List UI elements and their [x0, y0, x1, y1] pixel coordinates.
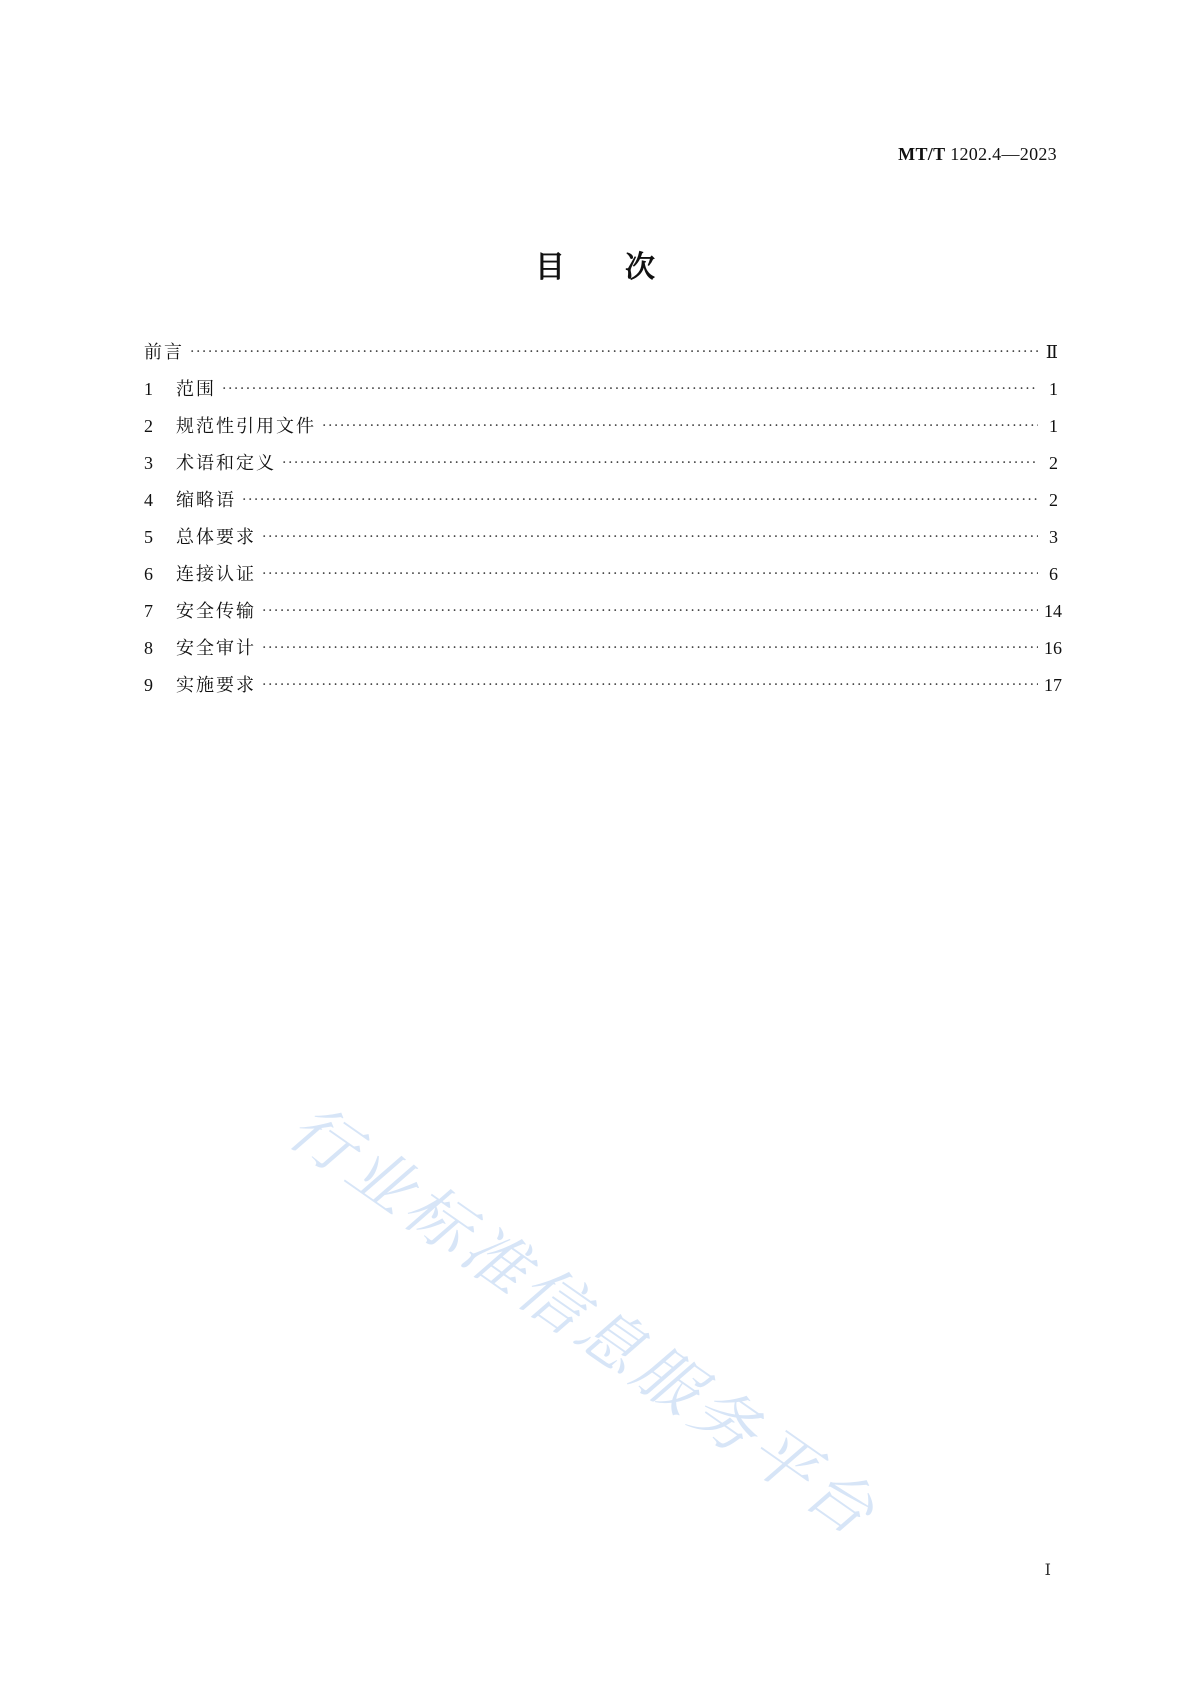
- toc-entry-number: 3: [144, 453, 153, 473]
- toc-leader-dots: [262, 529, 1038, 545]
- toc-entry-number: 4: [144, 490, 153, 510]
- toc-entry-9[interactable]: [144, 671, 1062, 708]
- toc-entry-number: 1: [144, 379, 153, 399]
- toc-entry-7[interactable]: [144, 597, 1062, 634]
- toc-entry-page: 3: [1049, 527, 1058, 547]
- toc-entry-1[interactable]: [144, 375, 1058, 412]
- toc-entry-label: 前言: [144, 342, 184, 363]
- toc-entry-foreword[interactable]: [144, 338, 1058, 375]
- toc-entry-label: 总体要求: [176, 527, 256, 548]
- toc-entry-page: Ⅱ: [1045, 342, 1058, 362]
- toc-title: 目次: [535, 250, 715, 285]
- standard-code-number: 1202.4—2023: [950, 144, 1057, 164]
- toc-leader-dots: [262, 640, 1038, 656]
- toc-entry-6[interactable]: [144, 560, 1058, 597]
- toc-entry-4[interactable]: [144, 486, 1058, 523]
- toc-entry-number: 5: [144, 527, 153, 547]
- toc-leader-dots: [262, 566, 1038, 582]
- toc-entry-label: 实施要求: [176, 675, 256, 696]
- watermark-text: 行业标准信息服务平台: [275, 1090, 892, 1553]
- toc-leader-dots: [242, 492, 1038, 508]
- toc-entry-page: 14: [1044, 601, 1062, 621]
- toc-entry-label: 范围: [176, 379, 216, 400]
- toc-entry-page: 17: [1044, 675, 1062, 695]
- toc-entry-page: 1: [1049, 379, 1058, 399]
- standard-code: [898, 144, 1057, 165]
- toc-entry-5[interactable]: [144, 523, 1058, 560]
- toc-entry-8[interactable]: [144, 634, 1062, 671]
- toc-entry-page: 2: [1049, 453, 1058, 473]
- toc-entry-number: 2: [144, 416, 153, 436]
- toc-leader-dots: [190, 344, 1038, 360]
- toc-entry-number: 9: [144, 675, 153, 695]
- toc-entry-label: 安全审计: [176, 638, 256, 659]
- toc-entry-page: 1: [1049, 416, 1058, 436]
- toc-entry-label: 安全传输: [176, 601, 256, 622]
- page-number: Ⅰ: [1044, 1562, 1051, 1579]
- toc-entry-label: 连接认证: [176, 564, 256, 585]
- toc-leader-dots: [262, 603, 1038, 619]
- toc-leader-dots: [282, 455, 1038, 471]
- toc-leader-dots: [322, 418, 1038, 434]
- toc-entry-page: 6: [1049, 564, 1058, 584]
- table-of-contents: [144, 338, 1062, 708]
- toc-entry-label: 术语和定义: [176, 453, 276, 474]
- toc-entry-2[interactable]: [144, 412, 1058, 449]
- standard-code-prefix: MT/T: [898, 144, 946, 164]
- toc-entry-3[interactable]: [144, 449, 1058, 486]
- toc-entry-page: 16: [1044, 638, 1062, 658]
- toc-entry-label: 缩略语: [176, 490, 236, 511]
- toc-leader-dots: [262, 677, 1038, 693]
- toc-entry-number: 7: [144, 601, 153, 621]
- toc-entry-label: 规范性引用文件: [176, 416, 316, 437]
- toc-entry-page: 2: [1049, 490, 1058, 510]
- toc-entry-number: 6: [144, 564, 153, 584]
- toc-entry-number: 8: [144, 638, 153, 658]
- toc-leader-dots: [222, 381, 1038, 397]
